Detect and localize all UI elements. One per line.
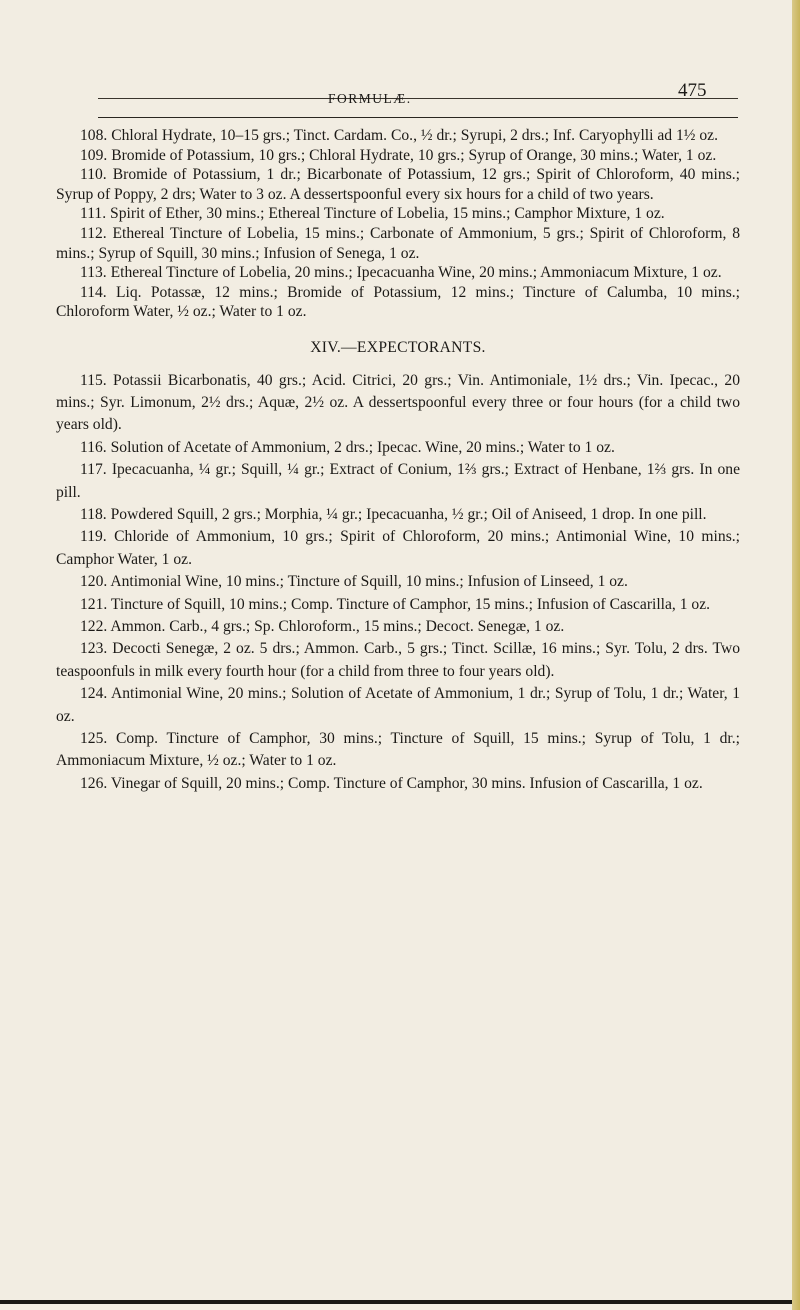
running-head: FORMULÆ. (328, 91, 412, 106)
formula-112: 112. Ethereal Tincture of Lobelia, 15 mins.; Carbonate of Ammonium, 5 grs.; Spirit of Chloroform, 8 mins.; Syrup of Squill, 30 mins.; Infusion of Senega, 1 oz. (56, 224, 740, 262)
formula-120: 120. Antimonial Wine, 10 mins.; Tincture of Squill, 10 mins.; Infusion of Linseed, 1 oz. (80, 573, 628, 591)
formula-122: 122. Ammon. Carb., 4 grs.; Sp. Chloroform., 15 mins.; Decoct. Senegæ, 1 oz. (80, 618, 565, 635)
formula-125: 125. Comp. Tincture of Camphor, 30 mins.; Tincture of Squill, 15 mins.; Syrup of Tolu, 1 dr.; Ammoniacum Mixture, ½ oz.; Water to 1 oz. (56, 730, 740, 770)
page-body (56, 126, 740, 795)
formula-119: 119. Chloride of Ammonium, 10 grs.; Spirit of Chloroform, 20 mins.; Antimonial Wine, 10 mins.; Camphor Water, 1 oz. (56, 528, 740, 568)
section-heading-expectorants: XIV.—EXPECTORANTS. (310, 338, 486, 356)
formula-113: 113. Ethereal Tincture of Lobelia, 20 mins.; Ipecacuanha Wine, 20 mins.; Ammoniacum Mixture, 1 oz. (80, 264, 722, 282)
header-rule-bottom (98, 117, 738, 118)
formula-108: 108. Chloral Hydrate, 10–15 grs.; Tinct. Cardam. Co., ½ dr.; Syrupi, 2 drs.; Inf. Caryophylli ad 1½ oz. (80, 127, 718, 144)
expectorants-section (56, 370, 740, 796)
formula-117: 117. Ipecacuanha, ¼ gr.; Squill, ¼ gr.; Extract of Conium, 1⅔ grs.; Extract of Henbane, 1⅔ grs. In one pill. (56, 461, 740, 501)
formula-109: 109. Bromide of Potassium, 10 grs.; Chloral Hydrate, 10 grs.; Syrup of Orange, 30 mins.; Water, 1 oz. (80, 146, 717, 164)
formula-115: 115. Potassii Bicarbonatis, 40 grs.; Acid. Citrici, 20 grs.; Vin. Antimoniale, 1½ drs.; Vin. Ipecac., 20 mins.; Syr. Limonum, 2½ drs.; Aquæ, 2½ oz. A dessertspoonful every three or four hours (for a child two years old). (56, 371, 740, 434)
formula-118: 118. Powdered Squill, 2 grs.; Morphia, ¼ gr.; Ipecacuanha, ½ gr.; Oil of Aniseed, 1 drop. In one pill. (80, 505, 707, 523)
page-bottom-edge (0, 1300, 792, 1304)
formula-114: 114. Liq. Potassæ, 12 mins.; Bromide of Potassium, 12 mins.; Tincture of Calumba, 10 mins.; Chloroform Water, ½ oz.; Water to 1 oz. (56, 283, 740, 321)
formula-110: 110. Bromide of Potassium, 1 dr.; Bicarbonate of Potassium, 12 grs.; Spirit of Chloroform, 40 mins.; Syrup of Poppy, 2 drs; Water to 3 oz. A dessertspoonful every six hours for a child of two years. (56, 166, 740, 203)
book-edge (792, 0, 800, 1310)
page-number: 475 (678, 80, 707, 101)
formula-111: 111. Spirit of Ether, 30 mins.; Ethereal Tincture of Lobelia, 15 mins.; Camphor Mixture, 1 oz. (80, 205, 665, 223)
header-rule-top (98, 98, 738, 99)
formula-126: 126. Vinegar of Squill, 20 mins.; Comp. Tincture of Camphor, 30 mins. Infusion of Cascarilla, 1 oz. (80, 774, 703, 792)
formula-124: 124. Antimonial Wine, 20 mins.; Solution of Acetate of Ammonium, 1 dr.; Syrup of Tolu, 1 dr.; Water, 1 oz. (56, 685, 740, 725)
formula-121: 121. Tincture of Squill, 10 mins.; Comp. Tincture of Camphor, 15 mins.; Infusion of Cascarilla, 1 oz. (80, 595, 711, 613)
formula-116: 116. Solution of Acetate of Ammonium, 2 drs.; Ipecac. Wine, 20 mins.; Water to 1 oz. (80, 438, 615, 456)
formula-123: 123. Decocti Senegæ, 2 oz. 5 drs.; Ammon. Carb., 5 grs.; Tinct. Scillæ, 16 mins.; Syr. Tolu, 2 drs. Two teaspoonfuls in milk every fourth hour (for a child from three to four years old). (56, 640, 740, 680)
